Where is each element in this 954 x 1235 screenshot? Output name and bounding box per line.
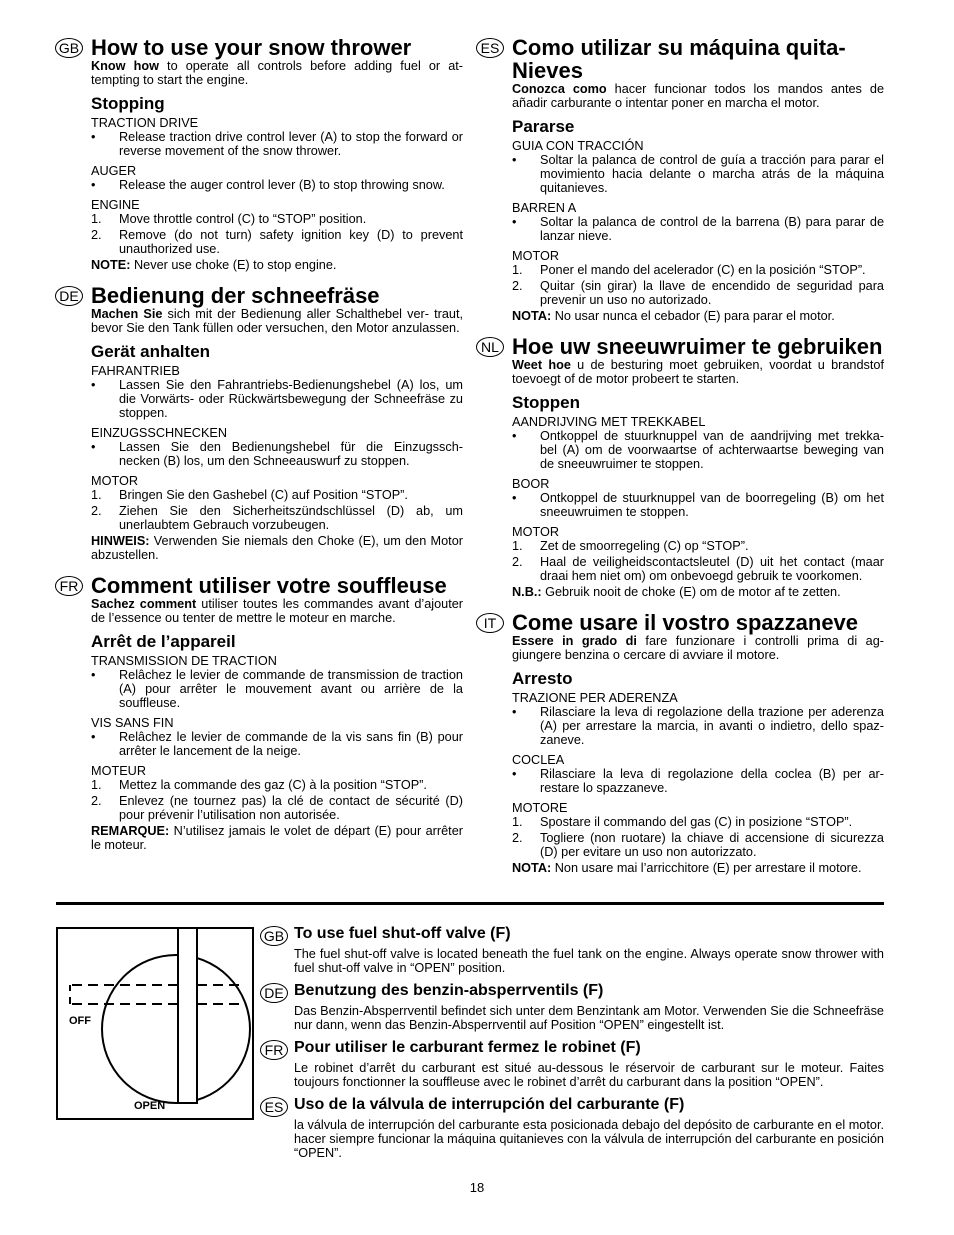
auger-label-es: BARREN A (512, 201, 577, 215)
fuel-title-fr: Pour utiliser le carburant fermez le robinet (F) (294, 1039, 641, 1056)
engine-step-1-fr: Mettez la commande des gaz (C) à la position “STOP”. (119, 778, 427, 792)
traction-list-de (91, 378, 463, 420)
bullet: • (512, 429, 517, 443)
list-item (512, 153, 884, 195)
bullet: • (91, 178, 96, 192)
list-item (91, 440, 463, 468)
fuel-valve-instructions (263, 925, 884, 1160)
section-title-de: Bedienung der schneefräse (91, 283, 380, 308)
auger-text-de: Lassen Sie den Bedienungshebel für die Einzugssch- necken (B) los, um den Schneeauswurf zu stoppen. (119, 440, 463, 468)
number: 1. (512, 539, 523, 553)
section-nl (481, 334, 884, 599)
intro-bold-es: Conozca como (512, 82, 607, 96)
fuel-text-de: Das Benzin-Absperrventil befindet sich unter dem Benzintank am Motor. Verwenden Sie die Schneefräse nur dann, wenn das Benzin-Absperrventil auf Position “OPEN” eingestellt ist. (294, 1004, 884, 1032)
auger-label-de: EINZUGSSCHNECKEN (91, 426, 228, 440)
bullet: • (512, 491, 517, 505)
stop-heading-de: Gerät anhalten (91, 342, 211, 361)
left-column (58, 35, 463, 852)
language-badge-nl: NL (476, 337, 504, 357)
stop-heading-fr: Arrêt de l’appareil (91, 632, 236, 651)
bullet: • (512, 215, 517, 229)
list-item (512, 215, 884, 243)
section-title-fr: Comment utiliser votre souffleuse (91, 573, 447, 598)
list-item (91, 504, 463, 532)
note-bold-de: HINWEIS: (91, 534, 150, 548)
auger-list-de (91, 440, 463, 468)
valve-lever (178, 929, 197, 1103)
engine-list-nl (512, 539, 884, 583)
intro-bold-nl: Weet hoe (512, 358, 571, 372)
section-title-it: Come usare il vostro spazzaneve (512, 610, 859, 635)
bullet: • (91, 440, 96, 454)
traction-list-nl (512, 429, 884, 471)
traction-text-de: Lassen Sie den Fahrantriebs-Bedienungshebel (A) los, um die Vorwärts- oder Rückwärtsbewegung der Schneefräse zu stoppen. (119, 378, 463, 420)
engine-step-2-es: Quitar (sin girar) la llave de encendido de seguridad para prevenir un uso no autorizado. (540, 279, 884, 307)
number: 1. (91, 778, 102, 792)
traction-list-it (512, 705, 884, 747)
note-text-es: No usar nunca el cebador (E) para parar el motor. (551, 309, 835, 323)
language-badge-de: DE (260, 983, 288, 1003)
language-badge-gb: GB (260, 926, 288, 946)
intro-text-gb: to operate all controls before adding fuel or at- tempting to start the engine. (91, 59, 463, 87)
fuel-section-de (264, 982, 884, 1032)
note-de (91, 534, 463, 562)
stop-heading-nl: Stoppen (512, 393, 580, 412)
traction-label-de: FAHRANTRIEB (91, 364, 180, 378)
fuel-text-es: la válvula de interrupción del carburante esta posicionada debajo del depósito de carburante en el motor. hacer siempre funcionar la máquina quitanieves con la válvula de interrupción del carburante en posición “OPEN”. (294, 1118, 884, 1160)
bullet: • (91, 730, 96, 744)
language-badge-fr: FR (55, 576, 83, 596)
list-item (91, 178, 463, 192)
auger-list-nl (512, 491, 884, 519)
note-fr (91, 824, 463, 852)
list-item (512, 279, 884, 307)
intro-bold-it: Essere in grado di (512, 634, 637, 648)
engine-step-2-nl: Haal de veiligheidscontactsleutel (D) uit het contact (maar draai hem niet om) om onbevoegd gebruik te voorkomen. (540, 555, 884, 583)
auger-label-gb: AUGER (91, 164, 137, 178)
section-de (59, 283, 463, 562)
list-item (512, 491, 884, 519)
note-gb (91, 258, 463, 272)
engine-label-nl: MOTOR (512, 525, 559, 539)
engine-list-es (512, 263, 884, 307)
language-badge-it: IT (476, 613, 504, 633)
note-es (512, 309, 884, 323)
number: 2. (512, 279, 523, 293)
engine-step-2-de: Ziehen Sie den Sicherheitszündschlüssel (D) ab, um unerlaubtem Gebrauch vorzubeugen. (119, 504, 463, 532)
intro-text-fr: utiliser toutes les commandes avant d’ajouter de l’essence ou tenter de mettre le moteur en marche. (91, 597, 463, 625)
note-bold-fr: REMARQUE: (91, 824, 170, 838)
traction-label-it: TRAZIONE PER ADERENZA (512, 691, 678, 705)
right-column (480, 35, 884, 875)
intro-bold-de: Machen Sie (91, 307, 163, 321)
engine-list-gb (91, 212, 463, 256)
engine-label-it: MOTORE (512, 801, 568, 815)
intro-de (91, 307, 463, 335)
traction-label-nl: AANDRIJVING MET TREKKABEL (512, 415, 706, 429)
bullet: • (91, 130, 96, 144)
intro-nl (512, 358, 884, 386)
section-title-nl: Hoe uw sneeuwruimer te gebruiken (512, 334, 883, 359)
number: 1. (91, 488, 102, 502)
language-badge-gb: GB (55, 38, 83, 58)
number: 2. (91, 228, 102, 242)
number: 2. (91, 794, 102, 808)
note-text-fr: N’utilisez jamais le volet de départ (E) pour arrêter le moteur. (91, 824, 463, 852)
note-bold-es: NOTA: (512, 309, 552, 323)
traction-label-gb: TRACTION DRIVE (91, 116, 199, 130)
intro-text-de: sich mit der Bedienung aller Schalthebel ver- traut, bevor Sie den Tank füllen oder versuchen, den Motor anzulassen. (91, 307, 463, 335)
auger-label-fr: VIS SANS FIN (91, 716, 174, 730)
auger-text-fr: Relâchez le levier de commande de la vis sans fin (B) pour arrêter le lancement de la neige. (119, 730, 463, 758)
list-item (91, 378, 463, 420)
engine-list-it (512, 815, 884, 859)
engine-step-2-fr: Enlevez (ne tournez pas) la clé de contact de sécurité (D) pour prévenir l’utilisation non autorisée. (119, 794, 463, 822)
intro-text-it: fare funzionare i controlli prima di ag- giungere benzina o cercare di avviare il motore. (512, 634, 884, 662)
fuel-section-es (264, 1096, 884, 1160)
engine-label-es: MOTOR (512, 249, 559, 263)
engine-step-1-gb: Move throttle control (C) to “STOP” position. (119, 212, 367, 226)
number: 2. (512, 831, 523, 845)
traction-list-fr (91, 668, 463, 710)
auger-list-it (512, 767, 884, 795)
traction-text-it: Rilasciare la leva di regolazione della trazione per aderenza (A) per arrestare la marcia, in avanti o indietro, dello spaz- zaneve. (540, 705, 884, 747)
list-item (512, 555, 884, 583)
engine-list-de (91, 488, 463, 532)
note-it (512, 861, 884, 875)
fuel-section-gb (263, 925, 884, 975)
engine-step-1-nl: Zet de smoorregeling (C) op “STOP”. (540, 539, 749, 553)
intro-gb (91, 59, 463, 87)
auger-list-es (512, 215, 884, 243)
language-badge-de: DE (55, 286, 83, 306)
number: 1. (512, 263, 523, 277)
valve-knob-outline (102, 955, 250, 1103)
traction-label-fr: TRANSMISSION DE TRACTION (91, 654, 277, 668)
traction-text-nl: Ontkoppel de stuurknuppel van de aandrijving met trekka- bel (A) om de voorwaartse of achterwaartse beweging van de sneeuwruimer te stoppen. (540, 429, 884, 471)
fuel-title-gb: To use fuel shut-off valve (F) (294, 925, 511, 942)
list-item (512, 831, 884, 859)
engine-list-fr (91, 778, 463, 822)
open-label: OPEN (134, 1100, 166, 1112)
stop-heading-es: Pararse (512, 117, 575, 136)
list-item (91, 668, 463, 710)
auger-label-it: COCLEA (512, 753, 565, 767)
list-item (91, 730, 463, 758)
fuel-valve-figure (56, 927, 254, 1120)
traction-text-fr: Relâchez le levier de commande de transmission de traction (A) pour arrêter le mouvement avant ou arrière de la souffleuse. (119, 668, 463, 710)
list-item (512, 815, 884, 829)
off-label: OFF (69, 1015, 91, 1027)
section-gb (58, 35, 463, 272)
traction-list-gb (91, 130, 463, 158)
section-title-es: Como utilizar su máquina quita- Nieves (512, 35, 846, 83)
intro-es (512, 82, 884, 110)
section-it (483, 610, 884, 875)
section-es (480, 35, 884, 323)
engine-label-gb: ENGINE (91, 198, 140, 212)
intro-fr (91, 597, 463, 625)
intro-bold-gb: Know how (91, 59, 159, 73)
fuel-text-gb: The fuel shut-off valve is located beneath the fuel tank on the engine. Always operate snow thrower with fuel shut-off valve in “OPEN” position. (294, 947, 884, 975)
auger-list-fr (91, 730, 463, 758)
language-badge-es: ES (260, 1097, 288, 1117)
engine-step-1-it: Spostare il commando del gas (C) in posizione “STOP”. (540, 815, 853, 829)
traction-text-es: Soltar la palanca de control de guía a tracción para parar el movimiento hacia delante o marcha atrás de la máquina quitanieves. (540, 153, 884, 195)
list-item (512, 767, 884, 795)
engine-step-2-gb: Remove (do not turn) safety ignition key (D) to prevent unauthorized use. (119, 228, 463, 256)
list-item (512, 429, 884, 471)
note-text-de: Verwenden Sie niemals den Choke (E), um den Motor abzustellen. (91, 534, 463, 562)
note-text-it: Non usare mai l’arricchitore (E) per arrestare il motore. (551, 861, 862, 875)
fuel-valve-illustration (58, 929, 252, 1118)
intro-text-es: hacer funcionar todos los mandos antes de añadir carburante o intentar poner en marcha el motor. (512, 82, 884, 110)
list-item (512, 539, 884, 553)
language-badge-es: ES (476, 38, 504, 58)
auger-list-gb (91, 178, 463, 192)
page-number: 18 (469, 1180, 485, 1195)
list-item (91, 228, 463, 256)
note-bold-nl: N.B.: (512, 585, 542, 599)
fuel-title-es: Uso de la válvula de interrupción del carburante (F) (294, 1096, 685, 1113)
auger-text-nl: Ontkoppel de stuurknuppel van de boorregeling (B) om het sneeuwruimen te stoppen. (540, 491, 884, 519)
note-nl (512, 585, 884, 599)
section-title-gb: How to use your snow thrower (91, 35, 412, 60)
list-item (512, 263, 884, 277)
auger-text-es: Soltar la palanca de control de la barrena (B) para parar de lanzar nieve. (540, 215, 884, 243)
engine-step-1-es: Poner el mando del acelerador (C) en la posición “STOP”. (540, 263, 866, 277)
engine-label-de: MOTOR (91, 474, 138, 488)
note-bold-gb: NOTE: (91, 258, 131, 272)
note-text-gb: Never use choke (E) to stop engine. (130, 258, 337, 272)
traction-label-es: GUIA CON TRACCIÓN (512, 139, 644, 153)
intro-it (512, 634, 884, 662)
bullet: • (91, 378, 96, 392)
fuel-title-de: Benutzung des benzin-absperrventils (F) (294, 982, 604, 999)
note-text-nl: Gebruik nooit de choke (E) om de motor af te zetten. (541, 585, 841, 599)
list-item (91, 488, 463, 502)
stop-heading-gb: Stopping (91, 94, 165, 113)
number: 1. (91, 212, 102, 226)
engine-step-2-it: Togliere (non ruotare) la chiave di accensione di sicurezza (D) per evitare un uso non autorizzato. (540, 831, 884, 859)
auger-label-nl: BOOR (512, 477, 550, 491)
intro-bold-fr: Sachez comment (91, 597, 197, 611)
auger-text-it: Rilasciare la leva di regolazione della coclea (B) per ar- restare lo spazzaneve. (540, 767, 884, 795)
language-badge-fr: FR (260, 1040, 288, 1060)
number: 2. (91, 504, 102, 518)
list-item (91, 778, 463, 792)
list-item (512, 705, 884, 747)
auger-text-gb: Release the auger control lever (B) to stop throwing snow. (119, 178, 445, 192)
bullet: • (91, 668, 96, 682)
stop-heading-it: Arresto (512, 669, 573, 688)
bullet: • (512, 705, 517, 719)
number: 1. (512, 815, 523, 829)
engine-label-fr: MOTEUR (91, 764, 146, 778)
number: 2. (512, 555, 523, 569)
list-item (91, 130, 463, 158)
engine-step-1-de: Bringen Sie den Gashebel (C) auf Position “STOP”. (119, 488, 408, 502)
traction-list-es (512, 153, 884, 195)
section-divider (56, 902, 884, 905)
intro-text-nl: u de besturing moet gebruiken, voordat u brandstof toevoegt of de motor probeert te starten. (512, 358, 884, 386)
bullet: • (512, 153, 517, 167)
list-item (91, 212, 463, 226)
bullet: • (512, 767, 517, 781)
note-bold-it: NOTA: (512, 861, 552, 875)
fuel-text-fr: Le robinet d’arrêt du carburant est situé au-dessous le réservoir de carburant sur le moteur. Faites toujours fonctionner la souffleuse avec le robinet d’arrêt du carburant dans la position “OPEN”. (294, 1061, 884, 1089)
fuel-section-fr (264, 1039, 884, 1089)
traction-text-gb: Release traction drive control lever (A) to stop the forward or reverse movement of the snow thrower. (119, 130, 463, 158)
list-item (91, 794, 463, 822)
section-fr (59, 573, 463, 852)
